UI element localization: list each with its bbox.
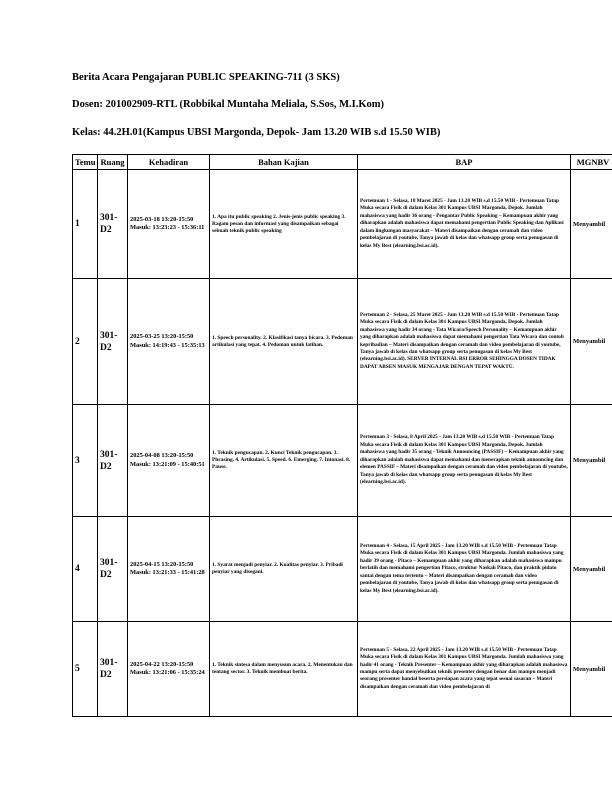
kehadiran-cell [128,279,210,405]
mgnbv-cell: Menyambil [571,279,612,405]
bap-table [72,154,612,717]
kehadiran-cell [128,517,210,622]
table-header-row [73,155,612,170]
table-row [73,279,612,405]
table-row [73,622,612,717]
schedule-text: 2025-03-18 13:20-15:50 [130,215,194,223]
bahan-kajian-cell: 1. Teknik sintesa dalam menyusun acara. 2. Menentukan dan tentang sector. 3. Teknik membuat berita. [210,622,358,717]
masuk-text: Masuk: 14:19:43 - 15:35:13 [130,341,205,349]
masuk-text: Masuk: 13:21:33 - 15:41:28 [130,569,205,576]
mgnbv-cell: Menyambil [571,622,612,717]
mgnbv-cell: Menyambil [571,170,612,279]
col-header-ruang: Ruang [98,155,128,170]
temu-cell: 4 [73,517,98,622]
temu-cell: 1 [73,170,98,279]
masuk-text: Masuk: 13:21:06 - 15:35:24 [130,669,205,676]
col-header-temu: Temu [73,155,98,170]
kehadiran-cell [128,405,210,517]
table-row [73,517,612,622]
masuk-text: Masuk: 13:21:09 - 15:40:51 [130,460,205,468]
schedule-text: 2025-04-22 13:20-15:50 [130,660,194,668]
masuk-text: Masuk: 13:23:23 - 15:36:11 [130,224,205,231]
ruang-cell: 301-D2 [98,170,128,279]
col-header-bahan-kajian: Bahan Kajian [210,155,358,170]
schedule-text: 2025-03-25 13:20-15:50 [130,333,194,341]
ruang-cell: 301-D2 [98,517,128,622]
col-header-mgnbv: MGNBV [571,155,612,170]
bahan-kajian-cell: 1. Teknik pengucapan. 2. Kunci Teknik pengucapan. 3. Phrasing. 4. Artikulasi. 5. Speed. 6. Emerging. 7. Intonasi. 8. Pause. [210,405,358,517]
lecturer-line: Dosen: 201002909-RTL (Robbikal Muntaha Meliala, S.Sos, M.I.Kom) [72,99,385,110]
bap-cell: Pertemuan 4 - Selasa, 15 April 2025 - Jam 13.20 WIB s.d 15.50 WIB - Pertemuan Tatap Muka secara Fisik di dalam Kelas 301 Kampus UBSI Margonda. Jumlah mahasiswa yang hadir 39 orang - Pitaco – Kemampuan akhir yang diharapkan adalah mahasiswa mampu berlatih dan memahami pengertian Pitaco, struktur Naskah Pitaco, dan praktik pidato santai dengan tema tertentu – Materi disampaikan dengan ceramah dan video pembelajaran di youtube, Tanya jawab di kelas dan whatsapp group serta penugasan di kelas My Best (elearning.bsi.ac.id). [358,517,571,622]
bahan-kajian-cell: 1. Speech personality. 2. Klasifikasi tanya bicara. 3. Pedoman artikulasi yang tepat. 4. Pedoman untuk latihan. [210,279,358,405]
bap-cell: Pertemuan 2 - Selasa, 25 Maret 2025 - Jam 13.20 WIB s.d 15.50 WIB - Pertemuan Tatap Muka secara Fisik di dalam Kelas 301 Kampus UBSI Margonda, Depok. Jumlah mahasiswa yang hadir 34 orang - Tata Wicara/Speech Personality – Kemampuan akhir yang diharapkan adalah mahasiswa dapat memahami pengertian Tata Wicara dan contoh kepribadian – Materi disampaikan dengan ceramah dan video pembelajaran di youtube, Tanya jawab di kelas dan whatsapp group serta penugasan di kelas My Best (elearning.bsi.ac.id). SERVER INTERNAL BSI ERROR SEHINGGA DOSEN TIDAK DAPAT ABSEN MASUK MENGAJAR DENGAN TEPAT WAKTU. [358,279,571,405]
temu-cell: 5 [73,622,98,717]
kehadiran-cell [128,170,210,279]
kehadiran-cell [128,622,210,717]
ruang-cell: 301-D2 [98,279,128,405]
mgnbv-cell: Menyambil [571,517,612,622]
ruang-cell: 301-D2 [98,405,128,517]
col-header-kehadiran: Kehadiran [128,155,210,170]
bahan-kajian-cell: 1. Syarat menjadi penyiar. 2. Kualitas penyiar. 3. Pribadi penyiar yang disegani. [210,517,358,622]
schedule-text: 2025-04-15 13:20-15:50 [130,560,194,568]
temu-cell: 3 [73,405,98,517]
temu-cell: 2 [73,279,98,405]
bahan-kajian-cell: 1. Apa itu public speaking 2. Jenis-jenis public speaking 3. Ragam pesan dan informasi yang disampaikan sebagai sebuah teknik public speaking [210,170,358,279]
bap-cell: Pertemuan 1 - Selasa, 18 Maret 2025 - Jam 13.20 WIB s.d 15.50 WIB - Pertemuan Tatap Muka secara Fisik di dalam Kelas 301 Kampus UBSI Margonda, Depok. Jumlah mahasiswa yang hadir 36 orang - Pengantar Public Speaking – Kemampuan akhir yang diharapkan adalah mahasiswa dapat memahami pengertian Public Speaking dan Aplikasi dalam lingkungan masyarakat – Materi disampaikan dengan ceramah dan video pembelajaran di youtube, Tanya jawab di kelas dan whatsapp group serta penugasan di kelas My Best (elearning.bsi.ac.id). [358,170,571,279]
ruang-cell: 301-D2 [98,622,128,717]
col-header-bap: BAP [358,155,571,170]
table-row [73,170,612,279]
bap-cell: Pertemuan 5 - Selasa, 22 April 2025 - Jam 13.20 WIB s.d 15.50 WIB - Pertemuan Tatap Muka secara Fisik di dalam Kelas 301 Kampus UBSI Margonda. Jumlah mahasiswa yang hadir 41 orang - Teknik Presenter – Kemampuan akhir yang diharapkan adalah mahasiswa mampu serta dapat menyebutkan teknik presenter dengan benar dan mampu menjadi seorang presenter handal beserta persiapan acara yang tepat sesuai sasaran – Materi disampaikan dengan ceramah dan video pembelajaran di [358,622,571,717]
class-info-line: Kelas: 44.2H.01(Kampus UBSI Margonda, Depok- Jam 13.20 WIB s.d 15.50 WIB) [72,127,441,138]
document-title: Berita Acara Pengajaran PUBLIC SPEAKING-711 (3 SKS) [72,72,340,83]
schedule-text: 2025-04-08 13:20-15:50 [130,452,194,460]
bap-cell: Pertemuan 3 - Selasa, 8 April 2025 - Jam 13.20 WIB s.d 15.50 WIB - Pertemuan Tatap Muka secara Fisik di dalam Kelas 301 Kampus UBSI Margonda, Depok. Jumlah mahasiswa yang hadir 35 orang - Teknik Announcing (PASSIF) – Kemampuan akhir yang diharapkan adalah mahasiswa dapat memahami dan menerapkan teknik announcing dan elemen PASSIF – Materi disampaikan dengan ceramah dan video pembelajaran di youtube, Tanya jawab di kelas dan whatsapp group serta penugasan di kelas My Best (elearning.bsi.ac.id). [358,405,571,517]
table-row [73,405,612,517]
mgnbv-cell: Menyambil [571,405,612,517]
